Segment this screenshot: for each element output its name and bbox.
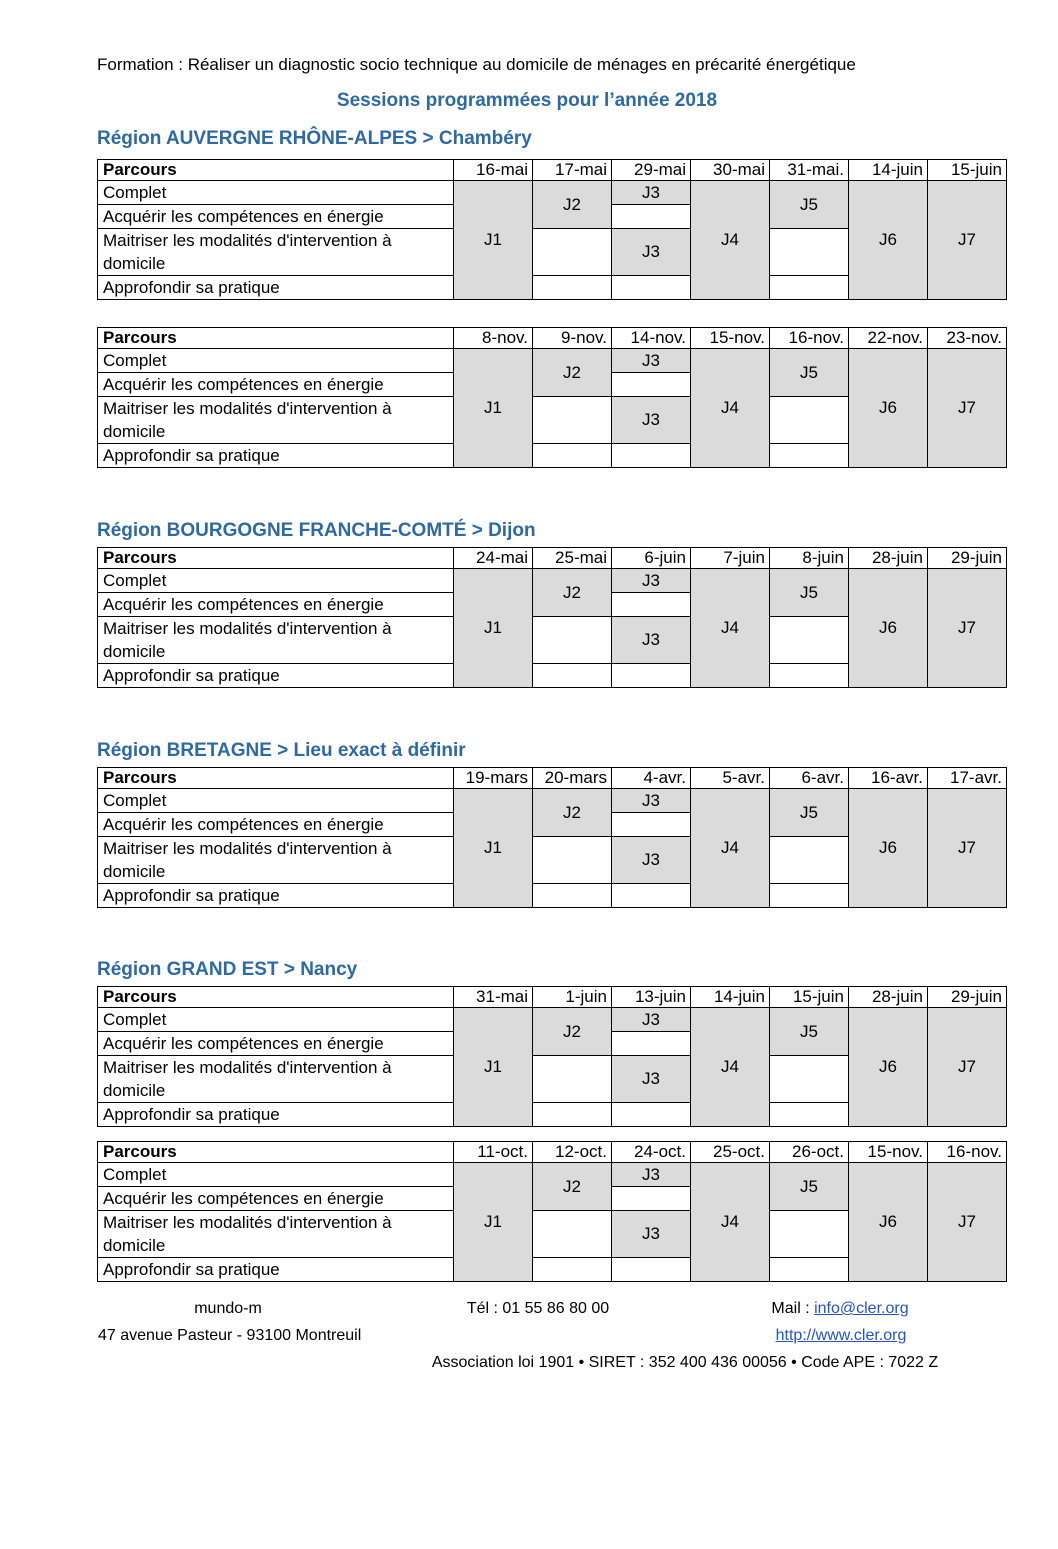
day-cell-j3: J3 — [612, 789, 691, 813]
document-page — [0, 52, 1058, 1549]
date-header-cell: 17-mai — [533, 160, 612, 181]
empty-schedule-cell — [770, 1056, 849, 1103]
course-row — [98, 349, 1007, 373]
date-header-cell: 7-juin — [691, 548, 770, 569]
empty-schedule-cell — [770, 664, 849, 688]
empty-schedule-cell — [612, 813, 691, 837]
course-row-label: Maitriser les modalités d'intervention à domicile — [98, 1211, 454, 1258]
page-title: Formation : Réaliser un diagnostic socio technique au domicile de ménages en précarité énergétique — [97, 55, 856, 74]
day-cell-j2: J2 — [533, 1008, 612, 1056]
empty-schedule-cell — [533, 1103, 612, 1127]
date-header-cell: 13-juin — [612, 987, 691, 1008]
date-header-cell: 28-juin — [849, 987, 928, 1008]
empty-schedule-cell — [770, 1103, 849, 1127]
empty-schedule-cell — [770, 617, 849, 664]
region-heading: Région AUVERGNE RHÔNE-ALPES > Chambéry — [97, 128, 532, 149]
empty-schedule-cell — [770, 229, 849, 276]
region-section — [97, 518, 1005, 688]
day-cell-j5: J5 — [770, 569, 849, 617]
table-header-row — [98, 160, 1007, 181]
course-row — [98, 1008, 1007, 1032]
day-cell-j7: J7 — [928, 349, 1007, 468]
date-header-cell: 16-nov. — [770, 328, 849, 349]
course-row-label: Approfondir sa pratique — [98, 1103, 454, 1127]
day-cell-j1: J1 — [454, 349, 533, 468]
course-row-label: Acquérir les compétences en énergie — [98, 1032, 454, 1056]
date-header-cell: 26-oct. — [770, 1142, 849, 1163]
page-subtitle: Sessions programmées pour l’année 2018 — [336, 90, 718, 111]
empty-schedule-cell — [533, 444, 612, 468]
date-header-cell: 15-juin — [770, 987, 849, 1008]
region-section — [97, 957, 1005, 1282]
course-row-label: Approfondir sa pratique — [98, 276, 454, 300]
date-header-cell: 9-nov. — [533, 328, 612, 349]
empty-schedule-cell — [533, 1056, 612, 1103]
course-row — [98, 789, 1007, 813]
regions-container — [97, 126, 1005, 1282]
date-header-cell: 30-mai — [691, 160, 770, 181]
day-cell-j7: J7 — [928, 789, 1007, 908]
page-footer — [97, 1300, 1005, 1390]
day-cell-j2: J2 — [533, 181, 612, 229]
course-row — [98, 181, 1007, 205]
table-header-row — [98, 987, 1007, 1008]
empty-schedule-cell — [612, 444, 691, 468]
parcours-header-cell: Parcours — [98, 328, 454, 349]
course-row-label: Maitriser les modalités d'intervention à domicile — [98, 397, 454, 444]
course-row-label: Acquérir les compétences en énergie — [98, 205, 454, 229]
date-header-cell: 6-avr. — [770, 768, 849, 789]
parcours-header-cell: Parcours — [98, 548, 454, 569]
date-header-cell: 24-oct. — [612, 1142, 691, 1163]
day-cell-j6: J6 — [849, 789, 928, 908]
day-cell-j7: J7 — [928, 181, 1007, 300]
session-table — [97, 327, 1007, 468]
day-cell-j6: J6 — [849, 349, 928, 468]
region-section — [97, 126, 1005, 468]
footer-legal: Association loi 1901 • SIRET : 352 400 436 00056 • Code APE : 7022 Z — [431, 1354, 939, 1371]
date-header-cell: 25-mai — [533, 548, 612, 569]
table-header-row — [98, 768, 1007, 789]
day-cell-j7: J7 — [928, 1008, 1007, 1127]
course-row-label: Approfondir sa pratique — [98, 1258, 454, 1282]
day-cell-j3-afternoon: J3 — [612, 1211, 691, 1258]
day-cell-j7: J7 — [928, 1163, 1007, 1282]
empty-schedule-cell — [770, 884, 849, 908]
date-header-cell: 24-mai — [454, 548, 533, 569]
course-row — [98, 569, 1007, 593]
date-header-cell: 8-juin — [770, 548, 849, 569]
date-header-cell: 14-nov. — [612, 328, 691, 349]
day-cell-j3-afternoon: J3 — [612, 229, 691, 276]
session-table — [97, 1141, 1007, 1282]
session-table — [97, 547, 1007, 688]
day-cell-j1: J1 — [454, 181, 533, 300]
empty-schedule-cell — [770, 1211, 849, 1258]
empty-schedule-cell — [770, 837, 849, 884]
day-cell-j3-afternoon: J3 — [612, 1056, 691, 1103]
date-header-cell: 29-mai — [612, 160, 691, 181]
course-row-label: Approfondir sa pratique — [98, 444, 454, 468]
date-header-cell: 5-avr. — [691, 768, 770, 789]
footer-phone: Tél : 01 55 86 80 00 — [466, 1300, 610, 1317]
day-cell-j3: J3 — [612, 569, 691, 593]
day-cell-j7: J7 — [928, 569, 1007, 688]
day-cell-j3: J3 — [612, 349, 691, 373]
day-cell-j1: J1 — [454, 789, 533, 908]
date-header-cell: 15-juin — [928, 160, 1007, 181]
course-row-label: Maitriser les modalités d'intervention à domicile — [98, 1056, 454, 1103]
course-row-label: Complet — [98, 569, 454, 593]
day-cell-j5: J5 — [770, 1163, 849, 1211]
region-heading: Région BRETAGNE > Lieu exact à définir — [97, 740, 466, 761]
session-table — [97, 986, 1007, 1127]
empty-schedule-cell — [612, 373, 691, 397]
course-row-label: Approfondir sa pratique — [98, 664, 454, 688]
day-cell-j2: J2 — [533, 789, 612, 837]
course-row-label: Complet — [98, 1008, 454, 1032]
parcours-header-cell: Parcours — [98, 987, 454, 1008]
day-cell-j6: J6 — [849, 1008, 928, 1127]
empty-schedule-cell — [612, 1258, 691, 1282]
date-header-cell: 12-oct. — [533, 1142, 612, 1163]
day-cell-j1: J1 — [454, 1008, 533, 1127]
date-header-cell: 29-juin — [928, 987, 1007, 1008]
day-cell-j6: J6 — [849, 569, 928, 688]
footer-org-name: mundo-m — [194, 1300, 262, 1317]
date-header-cell: 28-juin — [849, 548, 928, 569]
day-cell-j5: J5 — [770, 349, 849, 397]
day-cell-j3: J3 — [612, 181, 691, 205]
date-header-cell: 16-mai — [454, 160, 533, 181]
parcours-header-cell: Parcours — [98, 1142, 454, 1163]
date-header-cell: 31-mai. — [770, 160, 849, 181]
day-cell-j4: J4 — [691, 1008, 770, 1127]
empty-schedule-cell — [770, 444, 849, 468]
day-cell-j4: J4 — [691, 1163, 770, 1282]
course-row-label: Complet — [98, 349, 454, 373]
empty-schedule-cell — [533, 837, 612, 884]
day-cell-j4: J4 — [691, 349, 770, 468]
course-row-label: Maitriser les modalités d'intervention à domicile — [98, 229, 454, 276]
day-cell-j5: J5 — [770, 181, 849, 229]
date-header-cell: 16-avr. — [849, 768, 928, 789]
footer-address: 47 avenue Pasteur - 93100 Montreuil — [98, 1327, 362, 1344]
empty-schedule-cell — [533, 1211, 612, 1258]
session-table — [97, 767, 1007, 908]
day-cell-j2: J2 — [533, 1163, 612, 1211]
parcours-header-cell: Parcours — [98, 160, 454, 181]
course-row-label: Acquérir les compétences en énergie — [98, 813, 454, 837]
table-header-row — [98, 328, 1007, 349]
empty-schedule-cell — [612, 664, 691, 688]
date-header-cell: 17-avr. — [928, 768, 1007, 789]
date-header-cell: 31-mai — [454, 987, 533, 1008]
parcours-header-cell: Parcours — [98, 768, 454, 789]
empty-schedule-cell — [612, 884, 691, 908]
footer-mail — [771, 1300, 908, 1318]
empty-schedule-cell — [533, 276, 612, 300]
day-cell-j2: J2 — [533, 349, 612, 397]
date-header-cell: 20-mars — [533, 768, 612, 789]
empty-schedule-cell — [612, 1032, 691, 1056]
day-cell-j1: J1 — [454, 1163, 533, 1282]
day-cell-j3-afternoon: J3 — [612, 837, 691, 884]
course-row-label: Acquérir les compétences en énergie — [98, 1187, 454, 1211]
day-cell-j5: J5 — [770, 1008, 849, 1056]
empty-schedule-cell — [770, 397, 849, 444]
empty-schedule-cell — [533, 617, 612, 664]
day-cell-j5: J5 — [770, 789, 849, 837]
empty-schedule-cell — [533, 397, 612, 444]
day-cell-j4: J4 — [691, 789, 770, 908]
date-header-cell: 19-mars — [454, 768, 533, 789]
day-cell-j6: J6 — [849, 181, 928, 300]
empty-schedule-cell — [533, 664, 612, 688]
date-header-cell: 25-oct. — [691, 1142, 770, 1163]
session-table — [97, 159, 1007, 300]
date-header-cell: 14-juin — [691, 987, 770, 1008]
course-row-label: Maitriser les modalités d'intervention à domicile — [98, 837, 454, 884]
empty-schedule-cell — [770, 1258, 849, 1282]
empty-schedule-cell — [770, 276, 849, 300]
day-cell-j3: J3 — [612, 1163, 691, 1187]
date-header-cell: 23-nov. — [928, 328, 1007, 349]
day-cell-j3-afternoon: J3 — [612, 617, 691, 664]
footer-mail-link[interactable]: info@cler.org — [814, 1300, 909, 1317]
empty-schedule-cell — [612, 593, 691, 617]
course-row-label: Maitriser les modalités d'intervention à domicile — [98, 617, 454, 664]
footer-mail-label: Mail : — [771, 1300, 815, 1317]
date-header-cell: 4-avr. — [612, 768, 691, 789]
day-cell-j2: J2 — [533, 569, 612, 617]
table-header-row — [98, 1142, 1007, 1163]
date-header-cell: 1-juin — [533, 987, 612, 1008]
date-header-cell: 22-nov. — [849, 328, 928, 349]
region-section — [97, 738, 1005, 908]
empty-schedule-cell — [533, 229, 612, 276]
empty-schedule-cell — [612, 1187, 691, 1211]
empty-schedule-cell — [533, 884, 612, 908]
day-cell-j1: J1 — [454, 569, 533, 688]
date-header-cell: 6-juin — [612, 548, 691, 569]
course-row-label: Complet — [98, 1163, 454, 1187]
empty-schedule-cell — [612, 1103, 691, 1127]
course-row-label: Approfondir sa pratique — [98, 884, 454, 908]
day-cell-j4: J4 — [691, 569, 770, 688]
region-heading: Région BOURGOGNE FRANCHE-COMTÉ > Dijon — [97, 520, 536, 541]
course-row — [98, 1163, 1007, 1187]
course-row-label: Complet — [98, 789, 454, 813]
table-header-row — [98, 548, 1007, 569]
footer-website-link[interactable]: http://www.cler.org — [775, 1327, 907, 1344]
date-header-cell: 29-juin — [928, 548, 1007, 569]
course-row-label: Complet — [98, 181, 454, 205]
day-cell-j6: J6 — [849, 1163, 928, 1282]
day-cell-j4: J4 — [691, 181, 770, 300]
course-row-label: Acquérir les compétences en énergie — [98, 593, 454, 617]
date-header-cell: 16-nov. — [928, 1142, 1007, 1163]
date-header-cell: 8-nov. — [454, 328, 533, 349]
course-row-label: Acquérir les compétences en énergie — [98, 373, 454, 397]
day-cell-j3: J3 — [612, 1008, 691, 1032]
date-header-cell: 15-nov. — [849, 1142, 928, 1163]
date-header-cell: 15-nov. — [691, 328, 770, 349]
date-header-cell: 14-juin — [849, 160, 928, 181]
date-header-cell: 11-oct. — [454, 1142, 533, 1163]
region-heading: Région GRAND EST > Nancy — [97, 959, 358, 980]
empty-schedule-cell — [612, 276, 691, 300]
empty-schedule-cell — [533, 1258, 612, 1282]
day-cell-j3-afternoon: J3 — [612, 397, 691, 444]
empty-schedule-cell — [612, 205, 691, 229]
